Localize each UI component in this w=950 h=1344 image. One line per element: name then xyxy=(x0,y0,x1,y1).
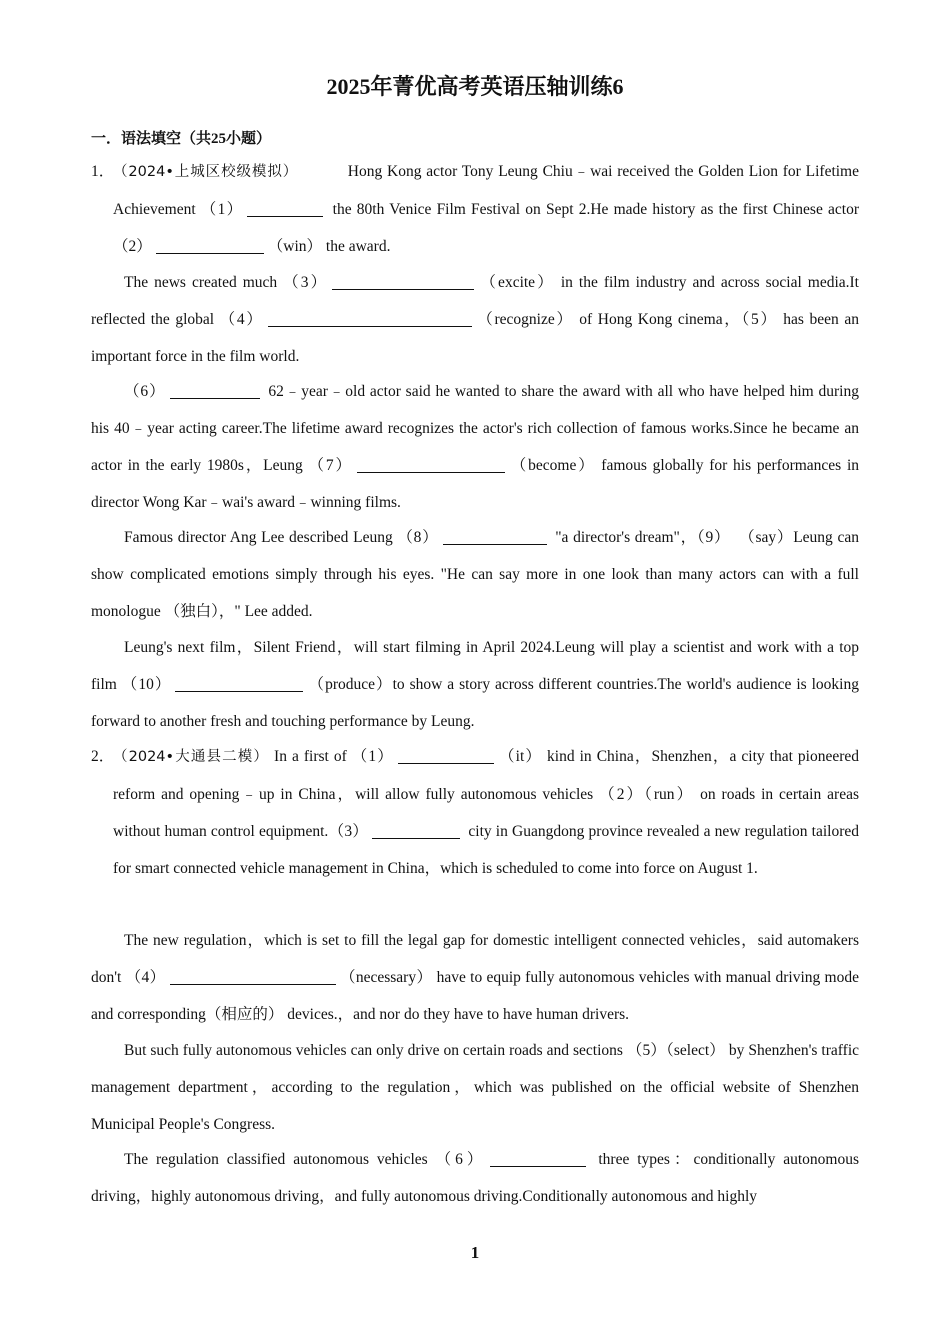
q1-text: The news created much （3） xyxy=(124,274,329,291)
answer-blank[interactable] xyxy=(357,456,505,473)
q1-paragraph-2 xyxy=(91,264,859,375)
q1-paragraph-4 xyxy=(91,519,859,630)
q1-text: "a director's dream"，（9） xyxy=(550,529,731,546)
answer-blank[interactable] xyxy=(175,675,303,692)
q2-paragraph-2 xyxy=(91,922,859,1033)
q1-text: （recognize） of Hong Kong cinema，（5） xyxy=(475,311,778,328)
answer-blank[interactable] xyxy=(398,747,494,764)
q2-paragraph-4 xyxy=(91,1141,859,1215)
answer-blank[interactable] xyxy=(443,528,547,545)
answer-blank[interactable] xyxy=(170,382,260,399)
q1-text: Famous director Ang Lee described Leung （8） xyxy=(124,529,439,546)
q1-paragraph-1 xyxy=(91,153,859,265)
q1-number: 1． xyxy=(91,163,115,180)
q2-text: three types：conditionally autonomous driving，highly autonomous driving，and fully autonomous driving.Conditionally autonomous and highly xyxy=(91,1151,859,1205)
q1-text: Hong Kong actor Tony Leung Chiu﹣wai received the Golden Lion for Lifetime Achievement （1） xyxy=(113,163,859,218)
q1-paragraph-3 xyxy=(91,373,859,521)
q2-paragraph-1 xyxy=(91,738,860,887)
q1-text: has been an important force in the film world. xyxy=(91,311,859,365)
q2-text: （it） kind in China，Shenzhen，a city that pioneered reform and opening﹣up in China，will allow fully autonomous vehicles （2） xyxy=(113,748,860,803)
q1-text: Leung's next film，Silent Friend，will start filming in April 2024.Leung will play a scientist and work with a top film （10） xyxy=(91,639,859,693)
q2-text: （run） on roads in certain areas without human control equipment.（3） xyxy=(113,786,859,840)
q1-text: （6） xyxy=(124,383,166,400)
answer-blank[interactable] xyxy=(490,1150,586,1167)
q1-text: （become） famous globally for his performances in director Wong Kar﹣wai's award﹣winning films. xyxy=(91,457,860,511)
q1-source: （2024•上城区校级模拟） xyxy=(113,164,299,180)
q2-text: （select） by Shenzhen's traffic management department，according to the regulation，which was published on the official website of Shenzhen Municipal People's Congress. xyxy=(91,1042,860,1133)
q2-paragraph-3 xyxy=(91,1032,859,1143)
section-heading: 一．语法填空（共25小题） xyxy=(91,131,272,147)
q2-text: （necessary） have to equip fully autonomous vehicles with manual driving mode and corresponding（相应的） devices.，and nor do they have to have human drivers. xyxy=(91,969,859,1023)
q2-number: 2． xyxy=(91,748,115,765)
q2-text: But such fully autonomous vehicles can only drive on certain roads and sections （5） xyxy=(124,1042,667,1059)
q1-text: （produce）to show a story across different countries.The world's audience is looking forward to another fresh and touching performance by Leung. xyxy=(91,676,859,730)
q2-text: The regulation classified autonomous vehicles （6） xyxy=(124,1151,487,1168)
q2-text: The new regulation，which is set to fill the legal gap for domestic intelligent connected vehicles，said automakers don't （4） xyxy=(91,932,859,986)
page-number: 1 xyxy=(470,1243,480,1262)
q1-paragraph-5 xyxy=(91,629,859,740)
answer-blank[interactable] xyxy=(156,237,264,254)
q1-text: 62﹣year﹣old actor said he wanted to share the award with all who have helped him during his 40﹣year acting career.The lifetime award recognizes the actor's rich collection of famous works.Since he became an actor in the early 1980s，Leung （7） xyxy=(91,383,859,474)
answer-blank[interactable] xyxy=(332,273,474,290)
answer-blank[interactable] xyxy=(372,822,460,839)
answer-blank[interactable] xyxy=(247,200,323,217)
q2-text: city in Guangdong province revealed a new regulation tailored for smart connected vehicle management in China，which is scheduled to come into force on August 1. xyxy=(113,823,859,877)
answer-blank[interactable] xyxy=(170,968,336,985)
q2-source: （2024•大通县二模） xyxy=(113,749,270,765)
answer-blank[interactable] xyxy=(268,310,472,327)
q2-text: In a first of （1） xyxy=(274,748,394,765)
q1-text: （win） the award. xyxy=(267,238,391,255)
q1-text: the 80th Venice Film Festival on Sept 2.He made history as the first Chinese actor （2） xyxy=(113,201,859,255)
q1-text: （excite） in the film industry and across social media.It reflected the global （4） xyxy=(91,274,859,328)
page-title: 2025年菁优高考英语压轴训练6 xyxy=(326,74,624,99)
q1-text: （say）Leung can show complicated emotions simply through his eyes. "He can say more in one look than many actors can with a full monologue （独白），" Lee added. xyxy=(91,529,859,620)
